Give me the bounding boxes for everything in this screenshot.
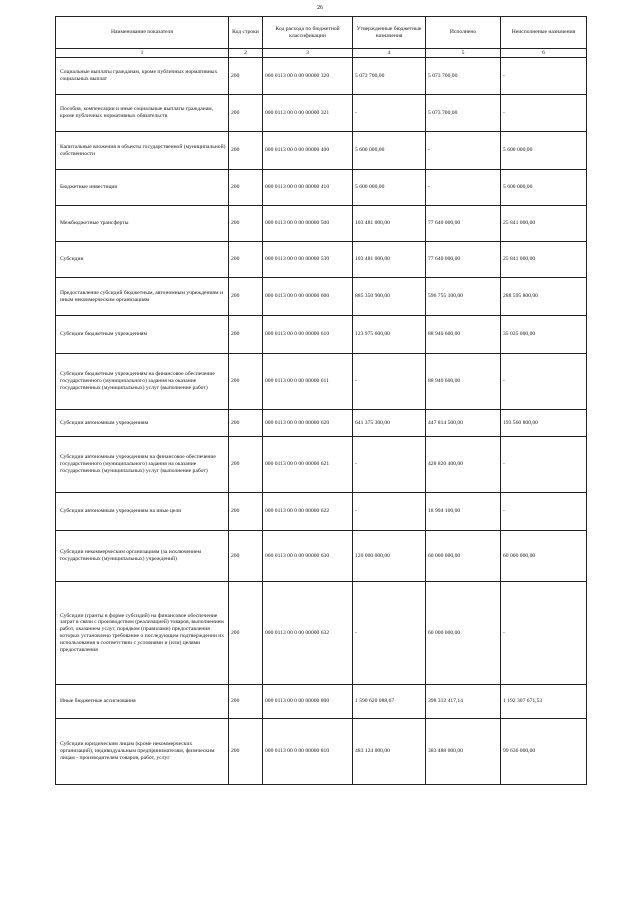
table-row [56,531,587,582]
column-number: 4 [353,49,426,58]
table-row [56,582,587,685]
column-number: 2 [229,49,263,58]
cell-approved: 885 350 900,00 [353,278,426,316]
cell-indicator-name: Субсидии бюджетным учреждениям [56,316,229,354]
column-number: 1 [56,49,229,58]
table-row [56,278,587,316]
cell-executed: 398 312 417,14 [426,685,501,719]
table-row [56,132,587,170]
cell-executed: 5 073 700,00 [426,95,501,132]
cell-line-code: 200 [229,493,263,531]
cell-indicator-name: Субсидии автономным учреждениям на иные цели [56,493,229,531]
cell-unexecuted: 35 035 000,00 [501,316,587,354]
table-row [56,410,587,437]
cell-executed: - [426,132,501,170]
cell-budget-code: 000 0113 00 0 00 00000 610 [263,316,353,354]
cell-indicator-name: Субсидии (гранты в форме субсидий) на финансовое обеспечение затрат в связи с производством (реализацией) товаров, выполнением работ, оказанием услуг, порядком (правилами) предоставления которых установлено требование о последующем подтверждении их использования в соответствии с условиями и (или) целями предоставления [56,582,229,685]
cell-line-code: 200 [229,582,263,685]
cell-indicator-name: Бюджетные инвестиции [56,170,229,206]
table-row [56,437,587,493]
cell-approved: 123 975 600,00 [353,316,426,354]
cell-unexecuted: - [501,582,587,685]
cell-approved: 103 481 000,00 [353,206,426,242]
cell-executed: 447 814 500,00 [426,410,501,437]
cell-budget-code: 000 0113 00 0 00 00000 810 [263,719,353,785]
column-number: 6 [501,49,587,58]
cell-unexecuted: 5 600 000,00 [501,132,587,170]
cell-budget-code: 000 0113 00 0 00 00000 620 [263,410,353,437]
cell-budget-code: 000 0113 00 0 00 00000 621 [263,437,353,493]
cell-approved: 5 600 000,00 [353,170,426,206]
table-row [56,206,587,242]
cell-indicator-name: Пособия, компенсации и иные социальные выплаты гражданам, кроме публичных нормативных обязательств [56,95,229,132]
cell-approved: - [353,95,426,132]
cell-indicator-name: Социальные выплаты гражданам, кроме публичных нормативных социальных выплат [56,58,229,95]
table-row [56,58,587,95]
cell-unexecuted: - [501,95,587,132]
cell-unexecuted: 1 192 307 671,53 [501,685,587,719]
cell-budget-code: 000 0113 00 0 00 00000 630 [263,531,353,582]
cell-line-code: 200 [229,354,263,410]
cell-approved: 103 481 000,00 [353,242,426,278]
cell-unexecuted: 193 560 800,00 [501,410,587,437]
cell-unexecuted: 99 636 000,00 [501,719,587,785]
column-number: 5 [426,49,501,58]
cell-approved: 1 590 620 088,67 [353,685,426,719]
cell-budget-code: 000 0113 00 0 00 00000 622 [263,493,353,531]
cell-budget-code: 000 0113 00 0 00 00000 400 [263,132,353,170]
cell-indicator-name: Предоставление субсидий бюджетным, автономным учреждениям и иным некоммерческим организациям [56,278,229,316]
cell-indicator-name: Субсидии юридическим лицам (кроме некоммерческих организаций), индивидуальным предпринимателям, физическим лицам - производителям товаров, работ, услуг [56,719,229,785]
cell-line-code: 200 [229,132,263,170]
cell-line-code: 200 [229,531,263,582]
cell-approved: - [353,354,426,410]
cell-indicator-name: Межбюджетные трансферты [56,206,229,242]
cell-line-code: 200 [229,58,263,95]
table-row [56,242,587,278]
cell-budget-code: 000 0113 00 0 00 00000 410 [263,170,353,206]
table-row [56,354,587,410]
cell-unexecuted: - [501,354,587,410]
cell-approved: - [353,493,426,531]
cell-approved: 5 073 700,00 [353,58,426,95]
cell-approved: 483 124 000,00 [353,719,426,785]
table-row [56,493,587,531]
budget-execution-table [55,16,587,785]
cell-line-code: 200 [229,719,263,785]
table-row [56,170,587,206]
cell-indicator-name: Субсидии автономным учреждениям на финансовое обеспечение государственного (муниципального) задания на оказание государственных (муниципальных) услуг (выполнение работ) [56,437,229,493]
cell-budget-code: 000 0113 00 0 00 00000 321 [263,95,353,132]
table-body [56,58,587,785]
cell-line-code: 200 [229,95,263,132]
cell-indicator-name: Субсидии бюджетным учреждениям на финансовое обеспечение государственного (муниципального) задания на оказание государственных (муниципальных) услуг (выполнение работ) [56,354,229,410]
page-number: 26 [317,5,323,11]
cell-indicator-name: Субсидии некоммерческим организациям (за исключением государственных (муниципальных) учреждений) [56,531,229,582]
cell-executed: 428 820 400,00 [426,437,501,493]
cell-indicator-name: Капитальные вложения в объекты государственной (муниципальной) собственности [56,132,229,170]
cell-executed: 88 940 600,00 [426,354,501,410]
cell-budget-code: 000 0113 00 0 00 00000 632 [263,582,353,685]
header-line-code: Код строки [229,17,263,49]
header-row [56,17,587,49]
cell-approved: - [353,582,426,685]
cell-indicator-name: Субсидии [56,242,229,278]
table-row [56,685,587,719]
cell-approved: 5 600 000,00 [353,132,426,170]
header-indicator-name: Наименование показателя [56,17,229,49]
cell-executed: 60 000 000,00 [426,582,501,685]
table-header [56,17,587,58]
header-approved: Утвержденные бюджетные назначения [353,17,426,49]
cell-budget-code: 000 0113 00 0 00 00000 500 [263,206,353,242]
cell-approved: 641 375 300,00 [353,410,426,437]
cell-unexecuted: 60 000 000,00 [501,531,587,582]
cell-line-code: 200 [229,206,263,242]
cell-line-code: 200 [229,437,263,493]
cell-unexecuted: - [501,58,587,95]
cell-unexecuted: 288 595 800,00 [501,278,587,316]
cell-line-code: 200 [229,410,263,437]
cell-executed: 5 073 700,00 [426,58,501,95]
cell-budget-code: 000 0113 00 0 00 00000 611 [263,354,353,410]
cell-budget-code: 000 0113 00 0 00 00000 530 [263,242,353,278]
cell-line-code: 200 [229,316,263,354]
cell-unexecuted: - [501,437,587,493]
header-executed: Исполнено [426,17,501,49]
cell-approved: - [353,437,426,493]
cell-line-code: 200 [229,242,263,278]
cell-executed: 596 755 100,00 [426,278,501,316]
cell-unexecuted: - [501,493,587,531]
cell-unexecuted: 25 841 000,00 [501,206,587,242]
cell-budget-code: 000 0113 00 0 00 00000 800 [263,685,353,719]
column-number-row [56,49,587,58]
cell-line-code: 200 [229,170,263,206]
cell-unexecuted: 5 600 000,00 [501,170,587,206]
cell-budget-code: 000 0113 00 0 00 00000 320 [263,58,353,95]
cell-executed: 88 940 600,00 [426,316,501,354]
cell-executed: 77 640 000,00 [426,206,501,242]
cell-executed: - [426,170,501,206]
table-row [56,719,587,785]
header-budget-code: Код расхода по бюджетной классификации [263,17,353,49]
cell-budget-code: 000 0113 00 0 00 00000 600 [263,278,353,316]
table-row [56,316,587,354]
cell-executed: 18 994 100,00 [426,493,501,531]
cell-indicator-name: Иные бюджетные ассигнования [56,685,229,719]
cell-line-code: 200 [229,685,263,719]
cell-executed: 383 488 000,00 [426,719,501,785]
cell-line-code: 200 [229,278,263,316]
header-unexecuted: Неисполненые назначения [501,17,587,49]
cell-unexecuted: 25 841 000,00 [501,242,587,278]
cell-indicator-name: Субсидии автономным учреждениям [56,410,229,437]
cell-executed: 77 640 000,00 [426,242,501,278]
table-row [56,95,587,132]
cell-executed: 60 000 000,00 [426,531,501,582]
column-number: 3 [263,49,353,58]
cell-approved: 120 000 000,00 [353,531,426,582]
